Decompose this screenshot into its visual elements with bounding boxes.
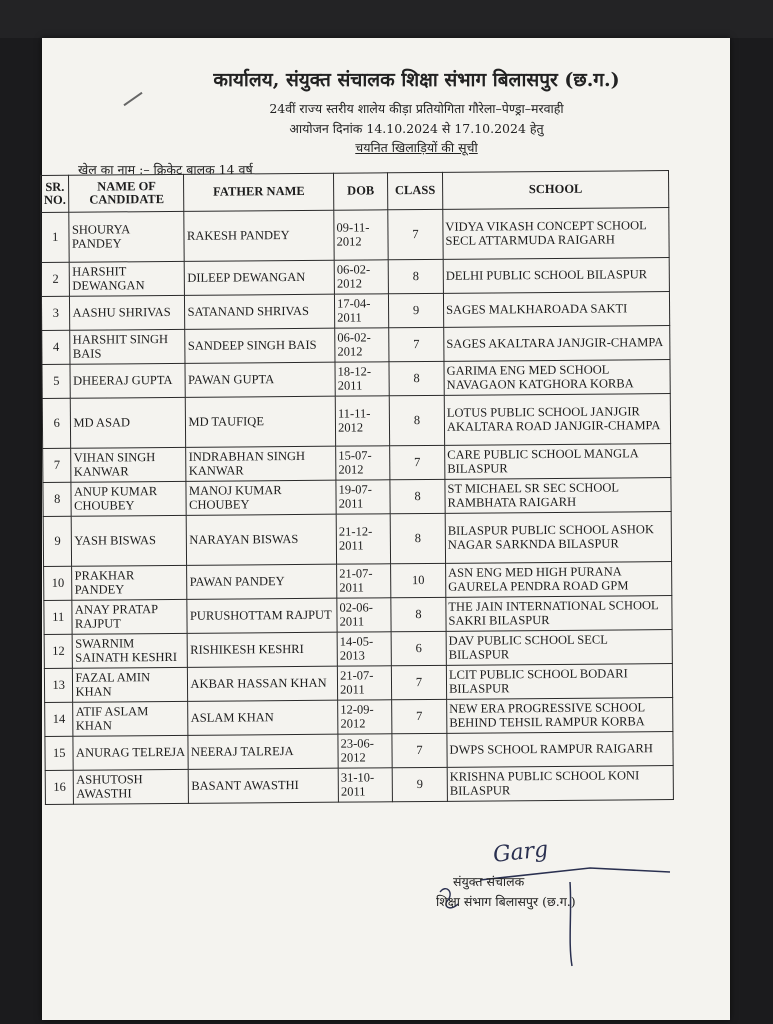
candidate-name-cell: ASHUTOSH AWASTHI — [74, 769, 189, 804]
sr-no-cell: 9 — [43, 516, 72, 566]
school-cell: LOTUS PUBLIC SCHOOL JANJGIR AKALTARA ROAD JANJGIR-CHAMPA — [444, 394, 670, 446]
table-row — [45, 698, 673, 737]
table-row — [43, 478, 671, 517]
sr-no-cell: 7 — [43, 448, 72, 482]
dob-cell: 06-02-2012 — [335, 328, 389, 362]
dob-cell: 15-07-2012 — [336, 446, 390, 480]
dob-cell: 14-05-2013 — [337, 632, 391, 666]
sport-name: खेल का नाम :– क्रिकेट बालक 14 वर्ष — [78, 162, 253, 177]
school-cell: SAGES MALKHAROADA SAKTI — [443, 292, 669, 328]
selected-players-table — [40, 170, 674, 805]
candidate-name-cell: FAZAL AMIN KHAN — [73, 667, 188, 702]
school-cell: SAGES AKALTARA JANJGIR-CHAMPA — [444, 326, 670, 362]
school-cell: ASN ENG MED HIGH PURANA GAURELA PENDRA ROAD GPM — [446, 562, 672, 598]
event-dates: आयोजन दिनांक 14.10.2024 से 17.10.2024 हेतु — [289, 121, 544, 136]
school-cell: DAV PUBLIC SCHOOL SECL BILASPUR — [446, 630, 672, 666]
dob-cell: 09-11-2012 — [334, 210, 388, 260]
table-header-row — [41, 171, 669, 213]
header-candidate-name: NAME OF CANDIDATE — [69, 174, 184, 212]
class-cell: 9 — [392, 767, 447, 801]
candidate-name-cell: VIHAN SINGH KANWAR — [71, 447, 186, 482]
sr-no-cell: 11 — [44, 600, 73, 634]
table-row — [41, 258, 669, 297]
candidate-name-cell: YASH BISWAS — [72, 515, 187, 566]
dob-cell: 06-02-2012 — [334, 260, 388, 294]
candidate-name-cell: SHOURYA PANDEY — [69, 211, 184, 262]
father-name-cell: RISHIKESH KESHRI — [188, 632, 338, 667]
school-cell: DWPS SCHOOL RAMPUR RAIGARH — [447, 732, 673, 768]
dob-cell: 12-09-2012 — [338, 700, 392, 734]
class-cell: 7 — [390, 445, 445, 479]
table-body — [41, 208, 674, 805]
table-row — [44, 664, 672, 703]
school-cell: DELHI PUBLIC SCHOOL BILASPUR — [443, 258, 669, 294]
sr-no-cell: 1 — [41, 212, 70, 262]
school-cell: ST MICHAEL SR SEC SCHOOL RAMBHATA RAIGARH — [445, 478, 671, 514]
candidate-name-cell: ATIF ASLAM KHAN — [73, 701, 188, 736]
table-row — [41, 208, 669, 263]
class-cell: 8 — [390, 479, 445, 513]
handwritten-signature: Garg — [491, 837, 550, 868]
candidate-name-cell: MD ASAD — [71, 397, 186, 448]
dob-cell: 19-07-2011 — [336, 480, 390, 514]
class-cell: 8 — [388, 259, 443, 293]
table-row — [42, 394, 670, 449]
father-name-cell: MD TAUFIQE — [186, 396, 336, 447]
candidate-name-cell: ANAY PRATAP RAJPUT — [72, 599, 187, 634]
class-cell: 7 — [392, 733, 447, 767]
dob-cell: 21-07-2011 — [337, 666, 391, 700]
office-heading: कार्यालय, संयुक्त संचालक शिक्षा संभाग बिलासपुर (छ.ग.) — [213, 69, 620, 91]
table-row — [45, 766, 673, 805]
school-cell: CARE PUBLIC SCHOOL MANGLA BILASPUR — [445, 444, 671, 480]
sr-no-cell: 2 — [41, 262, 70, 296]
school-cell: VIDYA VIKASH CONCEPT SCHOOL SECL ATTARMUDA RAIGARH — [443, 208, 669, 260]
sr-no-cell: 6 — [42, 398, 71, 448]
dob-cell: 31-10-2011 — [338, 768, 392, 802]
father-name-cell: INDRABHAN SINGH KANWAR — [186, 446, 336, 481]
table-row — [42, 326, 670, 365]
table-row — [43, 444, 671, 483]
candidate-name-cell: HARSHIT SINGH BAIS — [70, 329, 185, 364]
class-cell: 7 — [388, 209, 443, 259]
table-row — [41, 292, 669, 331]
class-cell: 8 — [391, 597, 446, 631]
table-row — [43, 512, 671, 567]
sr-no-cell: 14 — [45, 702, 74, 736]
father-name-cell: PAWAN PANDEY — [187, 564, 337, 599]
dob-cell: 21-07-2011 — [337, 564, 391, 598]
sr-no-cell: 3 — [41, 296, 70, 330]
dob-cell: 17-04-2011 — [335, 294, 389, 328]
header-dob: DOB — [334, 173, 388, 210]
father-name-cell: MANOJ KUMAR CHOUBEY — [186, 480, 336, 515]
sr-no-cell: 12 — [44, 634, 73, 668]
table-row — [44, 630, 672, 669]
dob-cell: 21-12-2011 — [336, 514, 390, 564]
class-cell: 8 — [389, 395, 444, 445]
sr-no-cell: 16 — [45, 770, 74, 804]
school-cell: THE JAIN INTERNATIONAL SCHOOL SAKRI BILASPUR — [446, 596, 672, 632]
sr-no-cell: 13 — [44, 668, 73, 702]
sr-no-cell: 4 — [42, 330, 71, 364]
dob-cell: 23-06-2012 — [338, 734, 392, 768]
header-father-name: FATHER NAME — [184, 173, 334, 211]
sr-no-cell: 5 — [42, 364, 71, 398]
father-name-cell: DILEEP DEWANGAN — [185, 260, 335, 295]
class-cell: 9 — [388, 293, 443, 327]
father-name-cell: RAKESH PANDEY — [184, 210, 334, 261]
dob-cell: 18-12-2011 — [335, 362, 389, 396]
header-school: SCHOOL — [442, 171, 668, 210]
class-cell: 7 — [391, 665, 446, 699]
list-title: चयनित खिलाड़ियों की सूची — [355, 140, 478, 155]
table-row — [44, 562, 672, 601]
candidate-name-cell: ANUP KUMAR CHOUBEY — [71, 481, 186, 516]
class-cell: 10 — [391, 563, 446, 597]
photo-background-top — [0, 0, 773, 38]
father-name-cell: AKBAR HASSAN KHAN — [188, 666, 338, 701]
dob-cell: 11-11-2012 — [335, 396, 389, 446]
header-class: CLASS — [388, 172, 443, 209]
table-row — [44, 596, 672, 635]
father-name-cell: SATANAND SHRIVAS — [185, 294, 335, 329]
class-cell: 8 — [390, 513, 445, 563]
signatory-designation: संयुक्त संचालक — [453, 874, 525, 889]
father-name-cell: NARAYAN BISWAS — [187, 514, 337, 565]
school-cell: BILASPUR PUBLIC SCHOOL ASHOK NAGAR SARKNDA BILASPUR — [445, 512, 671, 564]
signatory-office: शिक्षा संभाग बिलासपुर (छ.ग.) — [436, 894, 576, 909]
sr-no-cell: 8 — [43, 482, 72, 516]
candidate-name-cell: DHEERAJ GUPTA — [70, 363, 185, 398]
school-cell: GARIMA ENG MED SCHOOL NAVAGAON KATGHORA KORBA — [444, 360, 670, 396]
father-name-cell: BASANT AWASTHI — [189, 768, 339, 803]
father-name-cell: PAWAN GUPTA — [185, 362, 335, 397]
event-title: 24वीं राज्य स्तरीय शालेय कीड़ा प्रतियोगिता गौरेला–पेण्ड्रा–मरवाही — [269, 101, 564, 116]
school-cell: NEW ERA PROGRESSIVE SCHOOL BEHIND TEHSIL RAMPUR KORBA — [447, 698, 673, 734]
class-cell: 8 — [389, 361, 444, 395]
table-row — [42, 360, 670, 399]
class-cell: 6 — [391, 631, 446, 665]
dob-cell: 02-06-2011 — [337, 598, 391, 632]
class-cell: 7 — [392, 699, 447, 733]
candidate-name-cell: SWARNIM SAINATH KESHRI — [73, 633, 188, 668]
table-row — [45, 732, 673, 771]
candidate-name-cell: ANURAG TELREJA — [73, 735, 188, 770]
candidate-name-cell: PRAKHAR PANDEY — [72, 565, 187, 600]
candidate-name-cell: AASHU SHRIVAS — [70, 295, 185, 330]
candidate-name-cell: HARSHIT DEWANGAN — [70, 261, 185, 296]
father-name-cell: NEERAJ TALREJA — [188, 734, 338, 769]
school-cell: LCIT PUBLIC SCHOOL BODARI BILASPUR — [446, 664, 672, 700]
father-name-cell: ASLAM KHAN — [188, 700, 338, 735]
class-cell: 7 — [389, 327, 444, 361]
father-name-cell: SANDEEP SINGH BAIS — [185, 328, 335, 363]
father-name-cell: PURUSHOTTAM RAJPUT — [187, 598, 337, 633]
sr-no-cell: 10 — [44, 566, 73, 600]
header-sr-no: SR. NO. — [41, 175, 70, 212]
sr-no-cell: 15 — [45, 736, 74, 770]
school-cell: KRISHNA PUBLIC SCHOOL KONI BILASPUR — [447, 766, 673, 802]
